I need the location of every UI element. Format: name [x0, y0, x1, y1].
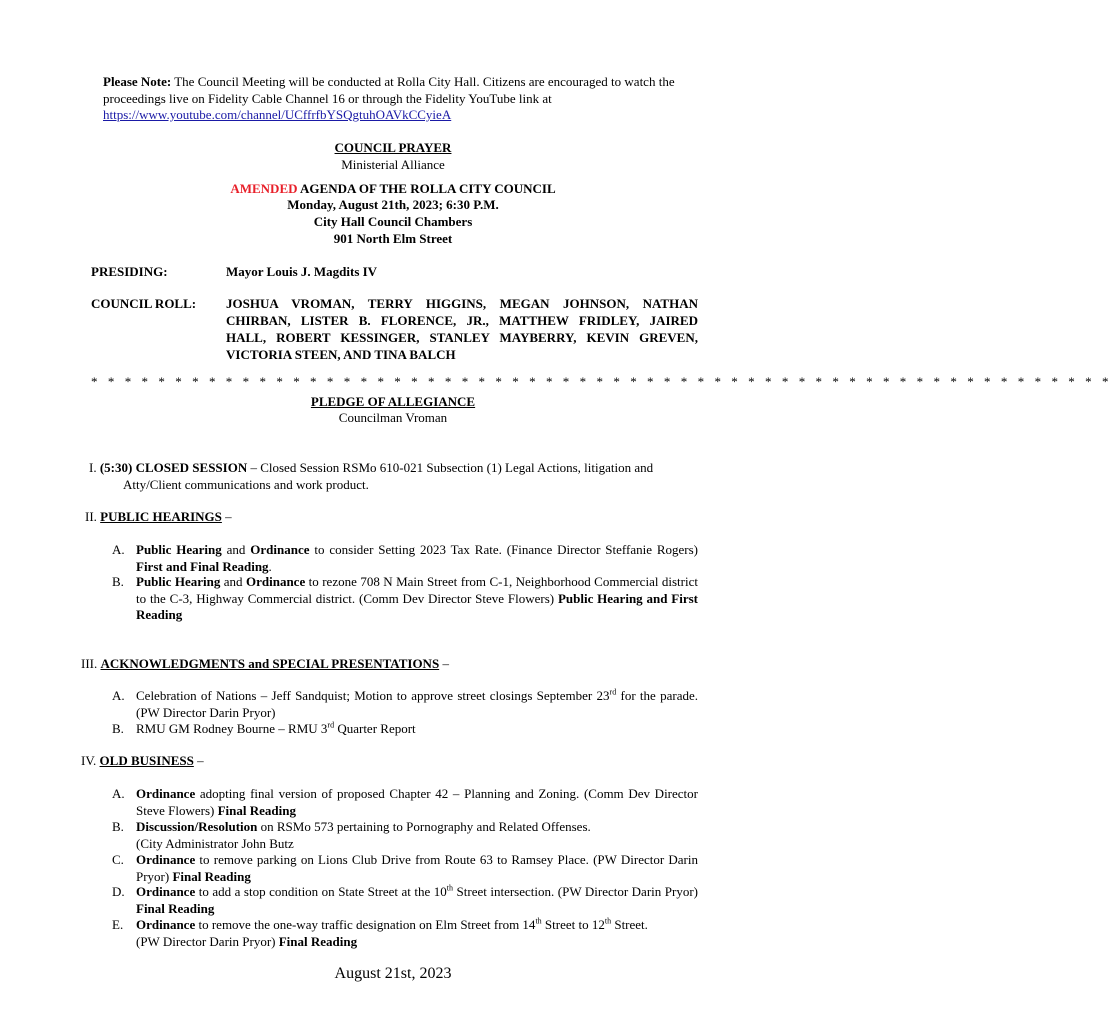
council-roll-line-2: CHIRBAN, LISTER B. FLORENCE, JR., MATTHEW FRIDLEY, JAIRED [226, 313, 698, 328]
item-text [136, 852, 698, 885]
agenda-date: Monday, August 21th, 2023; 6:30 P.M. [287, 197, 499, 212]
agenda-title [0, 181, 786, 198]
item-text-part: adopting final version of proposed Chapter 42 – Planning and Zoning. (Comm Dev Director Steve Flowers) [136, 786, 698, 818]
section-acknowledgments [81, 656, 449, 673]
item-text-part: Street. [611, 917, 648, 932]
item-text [136, 786, 698, 819]
amended-label: AMENDED [230, 181, 298, 196]
section-closed-session-cont: Atty/Client communications and work product. [123, 477, 369, 492]
item-letter: E. [112, 917, 124, 932]
item-letter: B. [112, 574, 124, 589]
item-text-part: for the parade. (PW Director Darin Pryor) [136, 688, 698, 720]
item-letter: D. [112, 884, 125, 899]
prayer-by: Ministerial Alliance [341, 157, 445, 172]
list-item [112, 884, 698, 917]
item-text [136, 917, 698, 950]
note-text: The Council Meeting will be conducted at Rolla City Hall. Citizens are encouraged to watch the proceedings live on Fidelity Cable Channel 16 or through the Fidelity YouTube link at [103, 74, 675, 106]
item-text-part: RMU GM Rodney Bourne – RMU 3 [136, 721, 328, 736]
list-item [112, 917, 698, 950]
item-text-part: on RSMo 573 pertaining to Pornography and Related Offenses. [257, 819, 591, 834]
item-text [136, 884, 698, 917]
agenda-place: City Hall Council Chambers [313, 214, 473, 229]
page-footer-date: August 21st, 2023 [334, 965, 452, 982]
section-heading: PUBLIC HEARINGS [100, 509, 222, 524]
item-superscript: th [535, 916, 542, 926]
item-text [136, 721, 698, 738]
section-public-hearings [85, 509, 232, 526]
item-bold: Ordinance [136, 884, 196, 899]
section-number: III. [81, 656, 98, 671]
prayer-title: COUNCIL PRAYER [334, 140, 452, 155]
item-text-part: Street to 12 [541, 917, 605, 932]
council-roll-line-1: JOSHUA VROMAN, TERRY HIGGINS, MEGAN JOHNSON, NATHAN [226, 296, 698, 311]
agenda-title-text: AGENDA OF THE ROLLA CITY COUNCIL [297, 181, 556, 196]
item-bold: Final Reading [136, 900, 215, 916]
item-text [136, 574, 698, 624]
section-number: II. [85, 509, 97, 524]
pledge-by: Councilman Vroman [338, 410, 448, 425]
item-letter: A. [112, 542, 125, 557]
item-superscript: th [604, 916, 612, 926]
list-item [112, 574, 698, 624]
pledge-title: PLEDGE OF ALLEGIANCE [310, 394, 476, 409]
item-letter: B. [112, 721, 124, 736]
section-text: – Closed Session RSMo 610-021 Subsection (1) Legal Actions, litigation and [247, 460, 654, 475]
item-bold: Public Hearing [136, 574, 221, 589]
item-superscript: th [446, 883, 454, 893]
list-item [112, 819, 698, 852]
item-letter: B. [112, 819, 124, 834]
item-bold: First and Final Reading [136, 558, 269, 574]
item-text-part: to add a stop condition on State Street at the 10 [195, 884, 447, 899]
item-text [136, 819, 698, 852]
item-bold: Discussion/Resolution [136, 819, 258, 834]
item-letter: A. [112, 688, 125, 703]
item-bold: Public Hearing [136, 542, 222, 557]
agenda-address: 901 North Elm Street [333, 231, 453, 246]
section-old-business [81, 753, 204, 770]
item-text-part: and [221, 542, 251, 557]
item-bold: Final Reading [172, 868, 251, 884]
item-superscript: rd [327, 720, 335, 730]
section-closed-session [89, 460, 701, 477]
section-dash: – [221, 509, 232, 524]
item-bold: Ordinance [136, 786, 196, 801]
council-roll-line-4: VICTORIA STEEN, AND TINA BALCH [226, 347, 456, 362]
item-letter: A. [112, 786, 125, 801]
item-text-part: and [220, 574, 246, 589]
item-text-part: to rezone 708 N Main Street from C-1, Neighborhood Commercial district to the C-3, Highway Commercial district. (Comm Dev Director Steve Flowers) [136, 574, 698, 606]
presiding-value: Mayor Louis J. Magdits IV [226, 264, 378, 279]
council-roll-line-3: HALL, ROBERT KESSINGER, STANLEY MAYBERRY, KEVIN GREVEN, [226, 330, 698, 345]
list-item [112, 688, 698, 721]
note-label: Please Note: [103, 74, 172, 89]
list-item [112, 721, 698, 738]
item-text-part: to remove parking on Lions Club Drive from Route 63 to Ramsey Place. (PW Director Darin Pryor) [136, 852, 698, 884]
list-item [112, 786, 698, 819]
item-text-part: Celebration of Nations – Jeff Sandquist; Motion to approve street closings September 23 [136, 688, 610, 703]
list-item [112, 542, 698, 575]
section-number: I. [89, 460, 97, 475]
item-bold: Ordinance [250, 542, 310, 557]
item-bold: Ordinance [246, 574, 306, 589]
section-heading: OLD BUSINESS [99, 753, 194, 768]
council-roll-label: COUNCIL ROLL: [91, 296, 197, 311]
section-heading: ACKNOWLEDGMENTS and SPECIAL PRESENTATIONS [100, 656, 440, 671]
item-text [136, 542, 698, 575]
item-bold: Final Reading [278, 933, 358, 949]
item-bold: Public Hearing and First Reading [136, 590, 699, 622]
item-text-part: Quarter Report [334, 721, 416, 736]
presiding-label: PRESIDING: [91, 264, 168, 279]
meeting-note [103, 74, 703, 124]
section-heading: (5:30) CLOSED SESSION [99, 460, 248, 475]
item-text-part: (City Administrator John Butz [136, 835, 294, 851]
section-number: IV. [81, 753, 97, 768]
item-letter: C. [112, 852, 124, 867]
section-dash: – [193, 753, 204, 768]
youtube-link[interactable]: https://www.youtube.com/channel/UCffrfbYSQgtuhOAVkCCyieA [103, 107, 452, 122]
item-text [136, 688, 698, 721]
item-bold: Ordinance [136, 852, 196, 867]
item-text-part: (PW Director Darin Pryor) [136, 933, 279, 949]
item-text-part: to consider Setting 2023 Tax Rate. (Finance Director Steffanie Rogers) [309, 542, 698, 557]
item-bold: Ordinance [136, 917, 196, 932]
list-item [112, 852, 698, 885]
item-text-part: . [268, 558, 272, 574]
item-bold: Final Reading [217, 802, 296, 818]
item-text-part: Street intersection. (PW Director Darin Pryor) [453, 884, 698, 899]
section-dash: – [439, 656, 449, 671]
item-superscript: rd [609, 687, 617, 697]
star-divider: * * * * * * * * * * * * * * * * * * * * * * * * * * * * * * * * * * * * * * * * * * * * * * * * * * * * * * * * * * * * * [91, 374, 1112, 389]
item-text-part: to remove the one-way traffic designation on Elm Street from 14 [195, 917, 536, 932]
